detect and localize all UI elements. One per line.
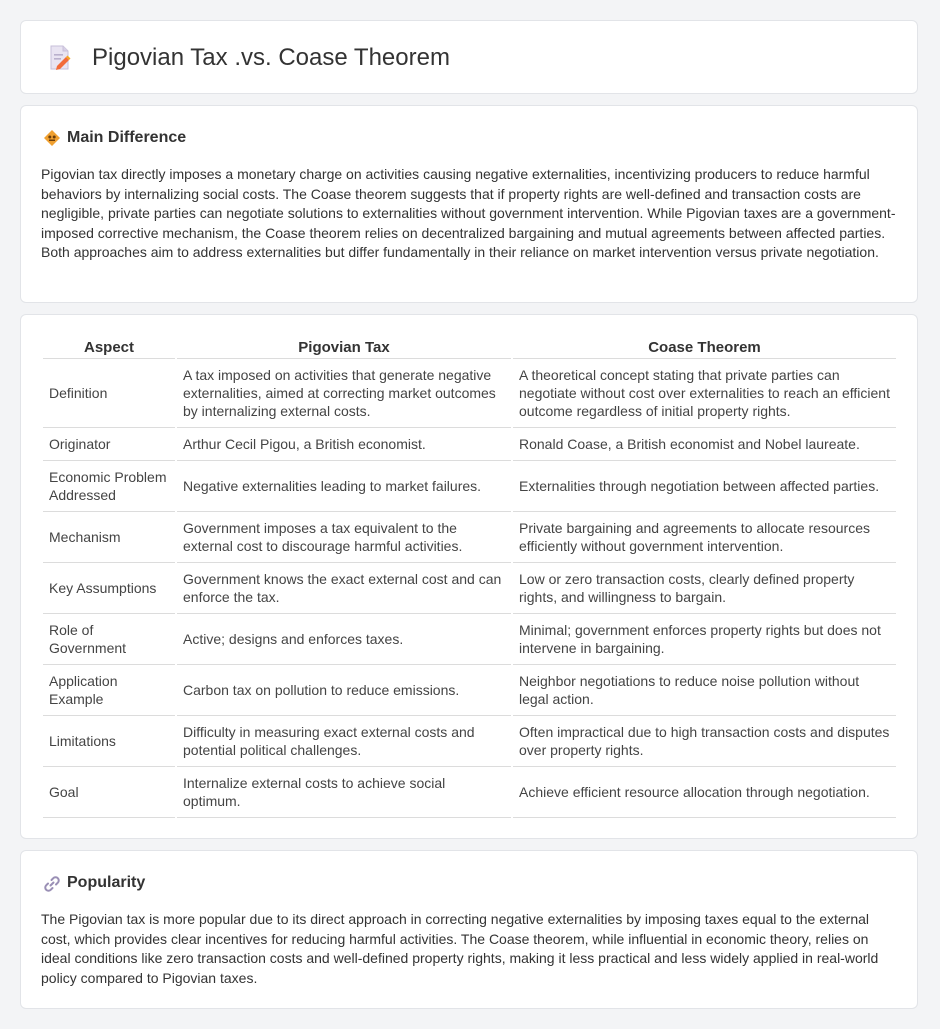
row-coase: Private bargaining and agreements to allocate resources efficiently without government intervention. (513, 512, 896, 563)
row-pigovian: Arthur Cecil Pigou, a British economist. (177, 428, 511, 461)
row-coase: A theoretical concept stating that private parties can negotiate without cost over externalities to reach an efficient outcome regardless of initial property rights. (513, 359, 896, 428)
row-pigovian: Government imposes a tax equivalent to the external cost to discourage harmful activities. (177, 512, 511, 563)
row-coase: Low or zero transaction costs, clearly defined property rights, and willingness to bargain. (513, 563, 896, 614)
table-row (43, 563, 896, 614)
row-coase: Externalities through negotiation between affected parties. (513, 461, 896, 512)
table-row (43, 665, 896, 716)
row-pigovian: Internalize external costs to achieve social optimum. (177, 767, 511, 818)
row-aspect: Application Example (43, 665, 175, 716)
comparison-card (20, 314, 918, 839)
row-pigovian: Active; designs and enforces taxes. (177, 614, 511, 665)
row-pigovian: A tax imposed on activities that generate negative externalities, aimed at correcting market outcomes by internalizing external costs. (177, 359, 511, 428)
table-row (43, 716, 896, 767)
link-icon (43, 875, 61, 893)
main-difference-card (20, 105, 918, 303)
row-coase: Achieve efficient resource allocation through negotiation. (513, 767, 896, 818)
column-header-aspect: Aspect (43, 336, 175, 359)
row-aspect: Originator (43, 428, 175, 461)
row-aspect: Definition (43, 359, 175, 428)
popularity-text: The Pigovian tax is more popular due to its direct approach in correcting negative externalities by imposing taxes equal to the external cost, which provides clear incentives for reducing harmful activities. The Coase theorem, while influential in economic theory, relies on ideal conditions like zero transaction costs and well-defined property rights, making it less practical and less widely applied in real-world policy compared to Pigovian taxes. (41, 911, 879, 986)
row-aspect: Limitations (43, 716, 175, 767)
diamond-badge-icon (43, 129, 61, 147)
page-title: Pigovian Tax .vs. Coase Theorem (92, 44, 450, 71)
popularity-title: Popularity (67, 874, 146, 891)
table-row (43, 359, 896, 428)
row-aspect: Mechanism (43, 512, 175, 563)
row-coase: Often impractical due to high transaction costs and disputes over property rights. (513, 716, 896, 767)
row-aspect: Key Assumptions (43, 563, 175, 614)
table-row (43, 428, 896, 461)
row-aspect: Economic Problem Addressed (43, 461, 175, 512)
table-row (43, 512, 896, 563)
table-row (43, 614, 896, 665)
row-aspect: Goal (43, 767, 175, 818)
row-pigovian: Government knows the exact external cost and can enforce the tax. (177, 563, 511, 614)
main-difference-title: Main Difference (67, 129, 187, 146)
column-header-coase: Coase Theorem (513, 336, 896, 359)
document-pencil-icon (48, 45, 72, 71)
row-pigovian: Difficulty in measuring exact external costs and potential political challenges. (177, 716, 511, 767)
comparison-table (41, 336, 898, 818)
row-pigovian: Negative externalities leading to market failures. (177, 461, 511, 512)
table-row (43, 461, 896, 512)
row-coase: Ronald Coase, a British economist and Nobel laureate. (513, 428, 896, 461)
column-header-pigovian: Pigovian Tax (177, 336, 511, 359)
row-coase: Minimal; government enforces property rights but does not intervene in bargaining. (513, 614, 896, 665)
header-card (20, 20, 918, 94)
table-header-row (43, 336, 896, 359)
popularity-card (20, 850, 918, 1009)
row-pigovian: Carbon tax on pollution to reduce emissions. (177, 665, 511, 716)
row-aspect: Role of Government (43, 614, 175, 665)
main-difference-text: Pigovian tax directly imposes a monetary charge on activities causing negative externalities, incentivizing producers to reduce harmful behaviors by internalizing social costs. The Coase theorem suggests that if property rights are well-defined and transaction costs are negligible, private parties can negotiate solutions to externalities without government intervention. While Pigovian taxes are a government-imposed corrective mechanism, the Coase theorem relies on decentralized bargaining and mutual agreements between affected parties. Both approaches aim to address externalities but differ fundamentally in their reliance on market intervention versus private negotiation. (41, 166, 896, 260)
table-row (43, 767, 896, 818)
row-coase: Neighbor negotiations to reduce noise pollution without legal action. (513, 665, 896, 716)
